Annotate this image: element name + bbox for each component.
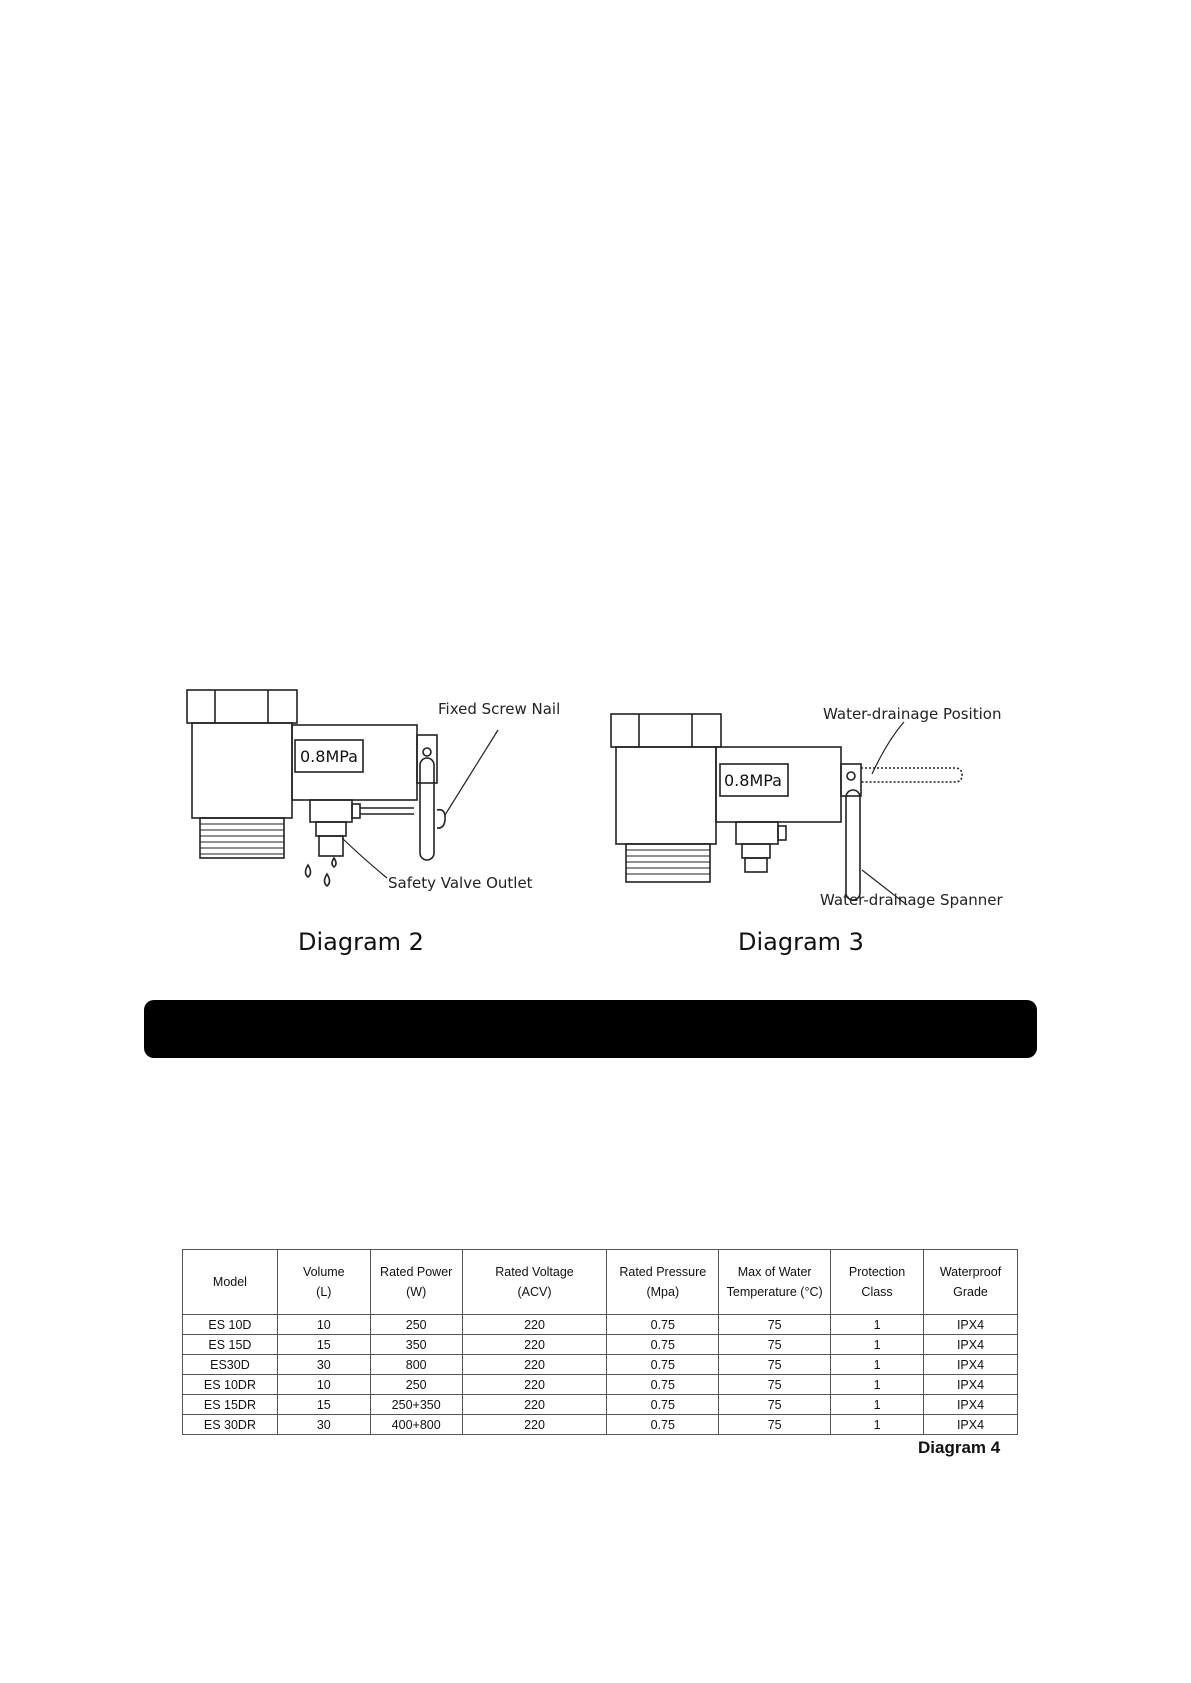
cell-max-temperature: 75: [719, 1415, 831, 1435]
cell-volume: 30: [277, 1355, 370, 1375]
cell-protection-class: 1: [831, 1395, 924, 1415]
cell-rated-voltage: 220: [462, 1395, 607, 1415]
cell-rated-pressure: 0.75: [607, 1375, 719, 1395]
table-row: [183, 1395, 1018, 1415]
cell-rated-power: 400+800: [370, 1415, 462, 1435]
cell-max-temperature: 75: [719, 1375, 831, 1395]
cell-protection-class: 1: [831, 1375, 924, 1395]
header-protection-class: Protection Class: [831, 1250, 924, 1315]
diagram-4-caption: Diagram 4: [918, 1438, 1001, 1457]
cell-protection-class: 1: [831, 1415, 924, 1435]
cell-max-temperature: 75: [719, 1395, 831, 1415]
cell-volume: 10: [277, 1315, 370, 1335]
cell-rated-pressure: 0.75: [607, 1315, 719, 1335]
table-row: [183, 1355, 1018, 1375]
cell-protection-class: 1: [831, 1335, 924, 1355]
cell-rated-voltage: 220: [462, 1375, 607, 1395]
cell-model: ES 10DR: [183, 1375, 278, 1395]
cell-max-temperature: 75: [719, 1335, 831, 1355]
header-volume: Volume (L): [277, 1250, 370, 1315]
cell-waterproof-grade: IPX4: [924, 1335, 1018, 1355]
diagram-2-caption: Diagram 2: [298, 928, 424, 956]
header-model: Model: [183, 1250, 278, 1315]
cell-volume: 15: [277, 1335, 370, 1355]
section-heading-bar: [144, 1000, 1037, 1058]
cell-rated-pressure: 0.75: [607, 1395, 719, 1415]
cell-waterproof-grade: IPX4: [924, 1355, 1018, 1375]
cell-model: ES 30DR: [183, 1415, 278, 1435]
table-row: [183, 1375, 1018, 1395]
callout-water-drainage-spanner: Water-drainage Spanner: [820, 891, 1003, 909]
table-row: [183, 1335, 1018, 1355]
header-rated-power: Rated Power (W): [370, 1250, 462, 1315]
table-header-row: [183, 1250, 1018, 1315]
callout-safety-valve-outlet: Safety Valve Outlet: [388, 874, 533, 892]
safety-valve-drawing: [180, 680, 600, 900]
cell-rated-voltage: 220: [462, 1335, 607, 1355]
cell-rated-power: 250: [370, 1315, 462, 1335]
cell-rated-pressure: 0.75: [607, 1415, 719, 1435]
table-row: [183, 1315, 1018, 1335]
header-waterproof-grade: Waterproof Grade: [924, 1250, 1018, 1315]
cell-rated-voltage: 220: [462, 1315, 607, 1335]
specification-table: [182, 1249, 1018, 1435]
callout-water-drainage-position: Water-drainage Position: [823, 705, 1002, 723]
cell-rated-pressure: 0.75: [607, 1335, 719, 1355]
cell-rated-power: 250+350: [370, 1395, 462, 1415]
cell-waterproof-grade: IPX4: [924, 1415, 1018, 1435]
cell-rated-power: 250: [370, 1375, 462, 1395]
diagram-3-caption: Diagram 3: [738, 928, 864, 956]
pressure-label: 0.8MPa: [724, 771, 782, 790]
cell-max-temperature: 75: [719, 1355, 831, 1375]
cell-rated-voltage: 220: [462, 1355, 607, 1375]
pressure-label: 0.8MPa: [300, 747, 358, 766]
cell-waterproof-grade: IPX4: [924, 1395, 1018, 1415]
cell-max-temperature: 75: [719, 1315, 831, 1335]
cell-volume: 30: [277, 1415, 370, 1435]
cell-rated-power: 350: [370, 1335, 462, 1355]
header-rated-pressure: Rated Pressure (Mpa): [607, 1250, 719, 1315]
diagram-2-illustration: [180, 680, 600, 900]
cell-model: ES 15D: [183, 1335, 278, 1355]
drainage-valve-drawing: [600, 680, 1030, 910]
cell-rated-power: 800: [370, 1355, 462, 1375]
cell-protection-class: 1: [831, 1355, 924, 1375]
diagram-3-illustration: [600, 680, 1030, 910]
callout-fixed-screw-nail: Fixed Screw Nail: [438, 700, 561, 718]
cell-rated-pressure: 0.75: [607, 1355, 719, 1375]
cell-waterproof-grade: IPX4: [924, 1375, 1018, 1395]
cell-waterproof-grade: IPX4: [924, 1315, 1018, 1335]
table-row: [183, 1415, 1018, 1435]
cell-model: ES 15DR: [183, 1395, 278, 1415]
cell-rated-voltage: 220: [462, 1415, 607, 1435]
header-max-water-temperature: Max of Water Temperature (°C): [719, 1250, 831, 1315]
cell-model: ES 10D: [183, 1315, 278, 1335]
cell-model: ES30D: [183, 1355, 278, 1375]
header-rated-voltage: Rated Voltage (ACV): [462, 1250, 607, 1315]
cell-volume: 15: [277, 1395, 370, 1415]
cell-volume: 10: [277, 1375, 370, 1395]
cell-protection-class: 1: [831, 1315, 924, 1335]
